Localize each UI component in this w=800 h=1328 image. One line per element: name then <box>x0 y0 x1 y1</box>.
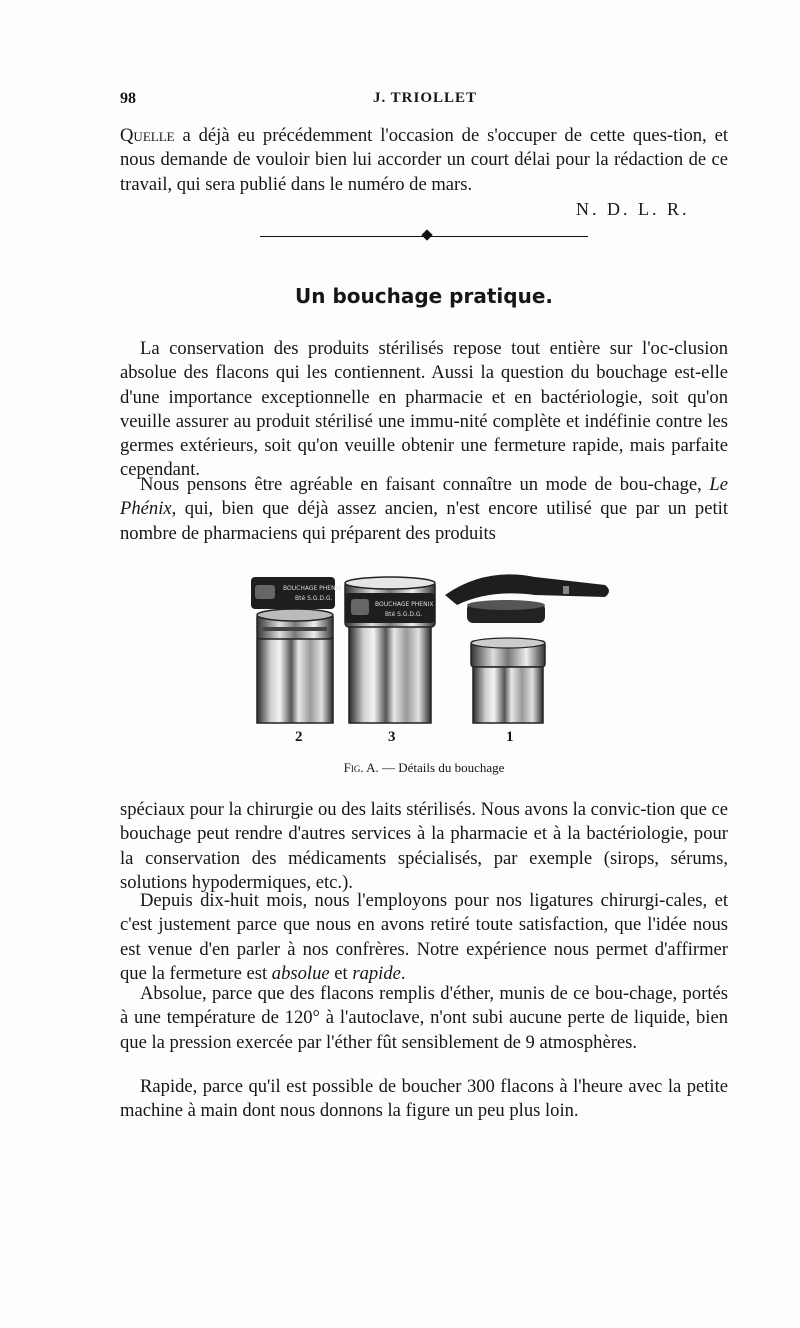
stopper-illustration <box>245 565 615 725</box>
paragraph-4-end: . <box>400 962 406 984</box>
paragraph-4-start: Depuis dix-huit mois, nous l'employons pour nos ligatures chirurgi-cales, et c'est justement parce que nous en avons retiré toute satisfaction, que l'idée nous est venue d'en parler à nos confrères. Notre expérience nous permet d'affirmer que la fermeture est <box>120 890 728 984</box>
paragraph-6: Rapide, parce qu'il est possible de boucher 300 flacons à l'heure avec la petite machine à main dont nous donnons la figure un peu plus loin. <box>120 1076 728 1122</box>
figure-label-3: 3 <box>388 729 396 745</box>
paragraph-5: Absolue, parce que des flacons remplis d'éther, munis de ce bou-chage, portés à une température de 120° à l'autoclave, n'ont subi aucune perte de liquide, bien que la pression exercée par l'éther fût sensiblement de 9 atmosphères. <box>120 983 728 1053</box>
page-number: 98 <box>120 90 136 107</box>
product-name: Le Phénix <box>120 474 728 520</box>
divider-diamond-icon <box>421 229 432 240</box>
intro-text: a déjà eu précédemment l'occasion de s'occuper de cette ques-tion, et nous demande de vouloir bien lui accorder un court délai pour la rédaction de ce travail, qui sera publié dans le numéro de mars. <box>120 125 728 195</box>
band-label-2: BOUCHAGE PHENIX <box>283 585 342 592</box>
editor-signature: N. D. L. R. <box>576 199 690 219</box>
figure-label-1: 1 <box>506 729 514 745</box>
figure-label-2: 2 <box>295 729 303 745</box>
paragraph-2-start: Nous pensons être agréable en faisant connaître un mode de bou-chage, <box>140 474 710 495</box>
emphasis-absolue: absolue <box>271 962 330 984</box>
caption-text: — Détails du bouchage <box>378 760 505 775</box>
page-header <box>120 90 730 112</box>
intro-paragraph <box>120 124 728 197</box>
figure-stopper-details <box>245 565 615 725</box>
band-patent-3: Bté S.G.D.G. <box>385 611 423 618</box>
emphasis-rapide: rapide <box>352 962 401 984</box>
paragraph-2-end: , qui, bien que déjà assez ancien, n'est encore utilisé que par un petit nombre de pharmaciens qui préparent des produits <box>120 498 728 544</box>
band-label-3: BOUCHAGE PHENIX <box>375 601 434 608</box>
paragraph-4-mid: et <box>329 962 353 984</box>
bottle-3 <box>345 577 435 723</box>
caption-label: Fig. A. <box>343 760 379 775</box>
bottle-2 <box>251 577 341 723</box>
bottle-1 <box>445 574 609 723</box>
band-patent-2: Bté S.G.D.G. <box>295 595 333 602</box>
section-title: Un bouchage pratique. <box>295 284 553 308</box>
paragraph-2 <box>120 473 728 546</box>
paragraph-4 <box>120 889 728 986</box>
running-head: J. TRIOLLET <box>372 90 478 106</box>
paragraph-3: spéciaux pour la chirurgie ou des laits stérilisés. Nous avons la convic-tion que ce bouchage peut rendre d'autres services à la pharmacie et à la bactériologie, pour la conservation des médicaments spécialisés, par exemple (sirops, sérums, solutions hypodermiques, etc.). <box>120 799 728 893</box>
intro-lead: Quelle <box>120 125 175 146</box>
figure-caption <box>120 760 728 776</box>
paragraph-1: La conservation des produits stérilisés repose tout entière sur l'oc-clusion absolue des flacons qui les contiennent. Aussi la question du bouchage est-elle d'une importance exceptionnelle en pharmacie et en bactériologie, soit qu'on veuille assurer au produit stérilisé une immu-nité complète et indéfinie contre les germes extérieurs, soit qu'on veuille obtenir une fermeture rapide, mais parfaite cependant. <box>120 338 728 481</box>
